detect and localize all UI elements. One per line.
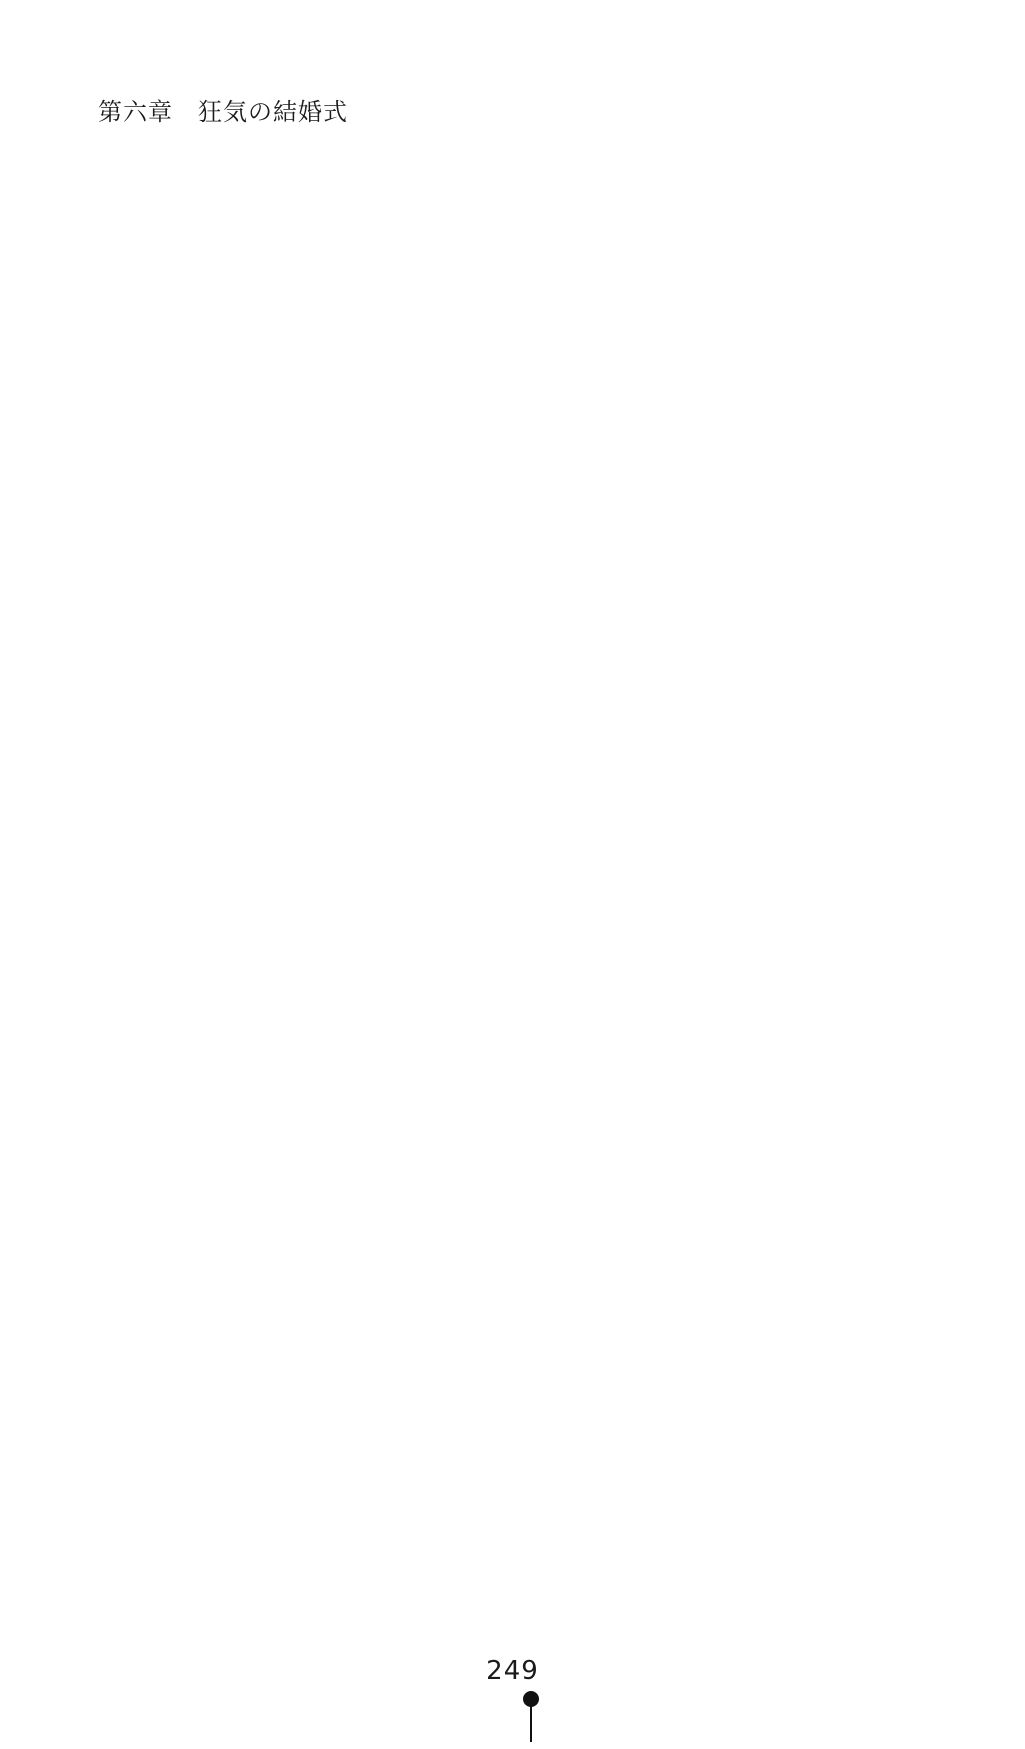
page-number: 249 [486,1656,539,1686]
pin-marker-icon [522,1690,540,1742]
chapter-header: 第六章 狂気の結婚式 [98,98,348,126]
